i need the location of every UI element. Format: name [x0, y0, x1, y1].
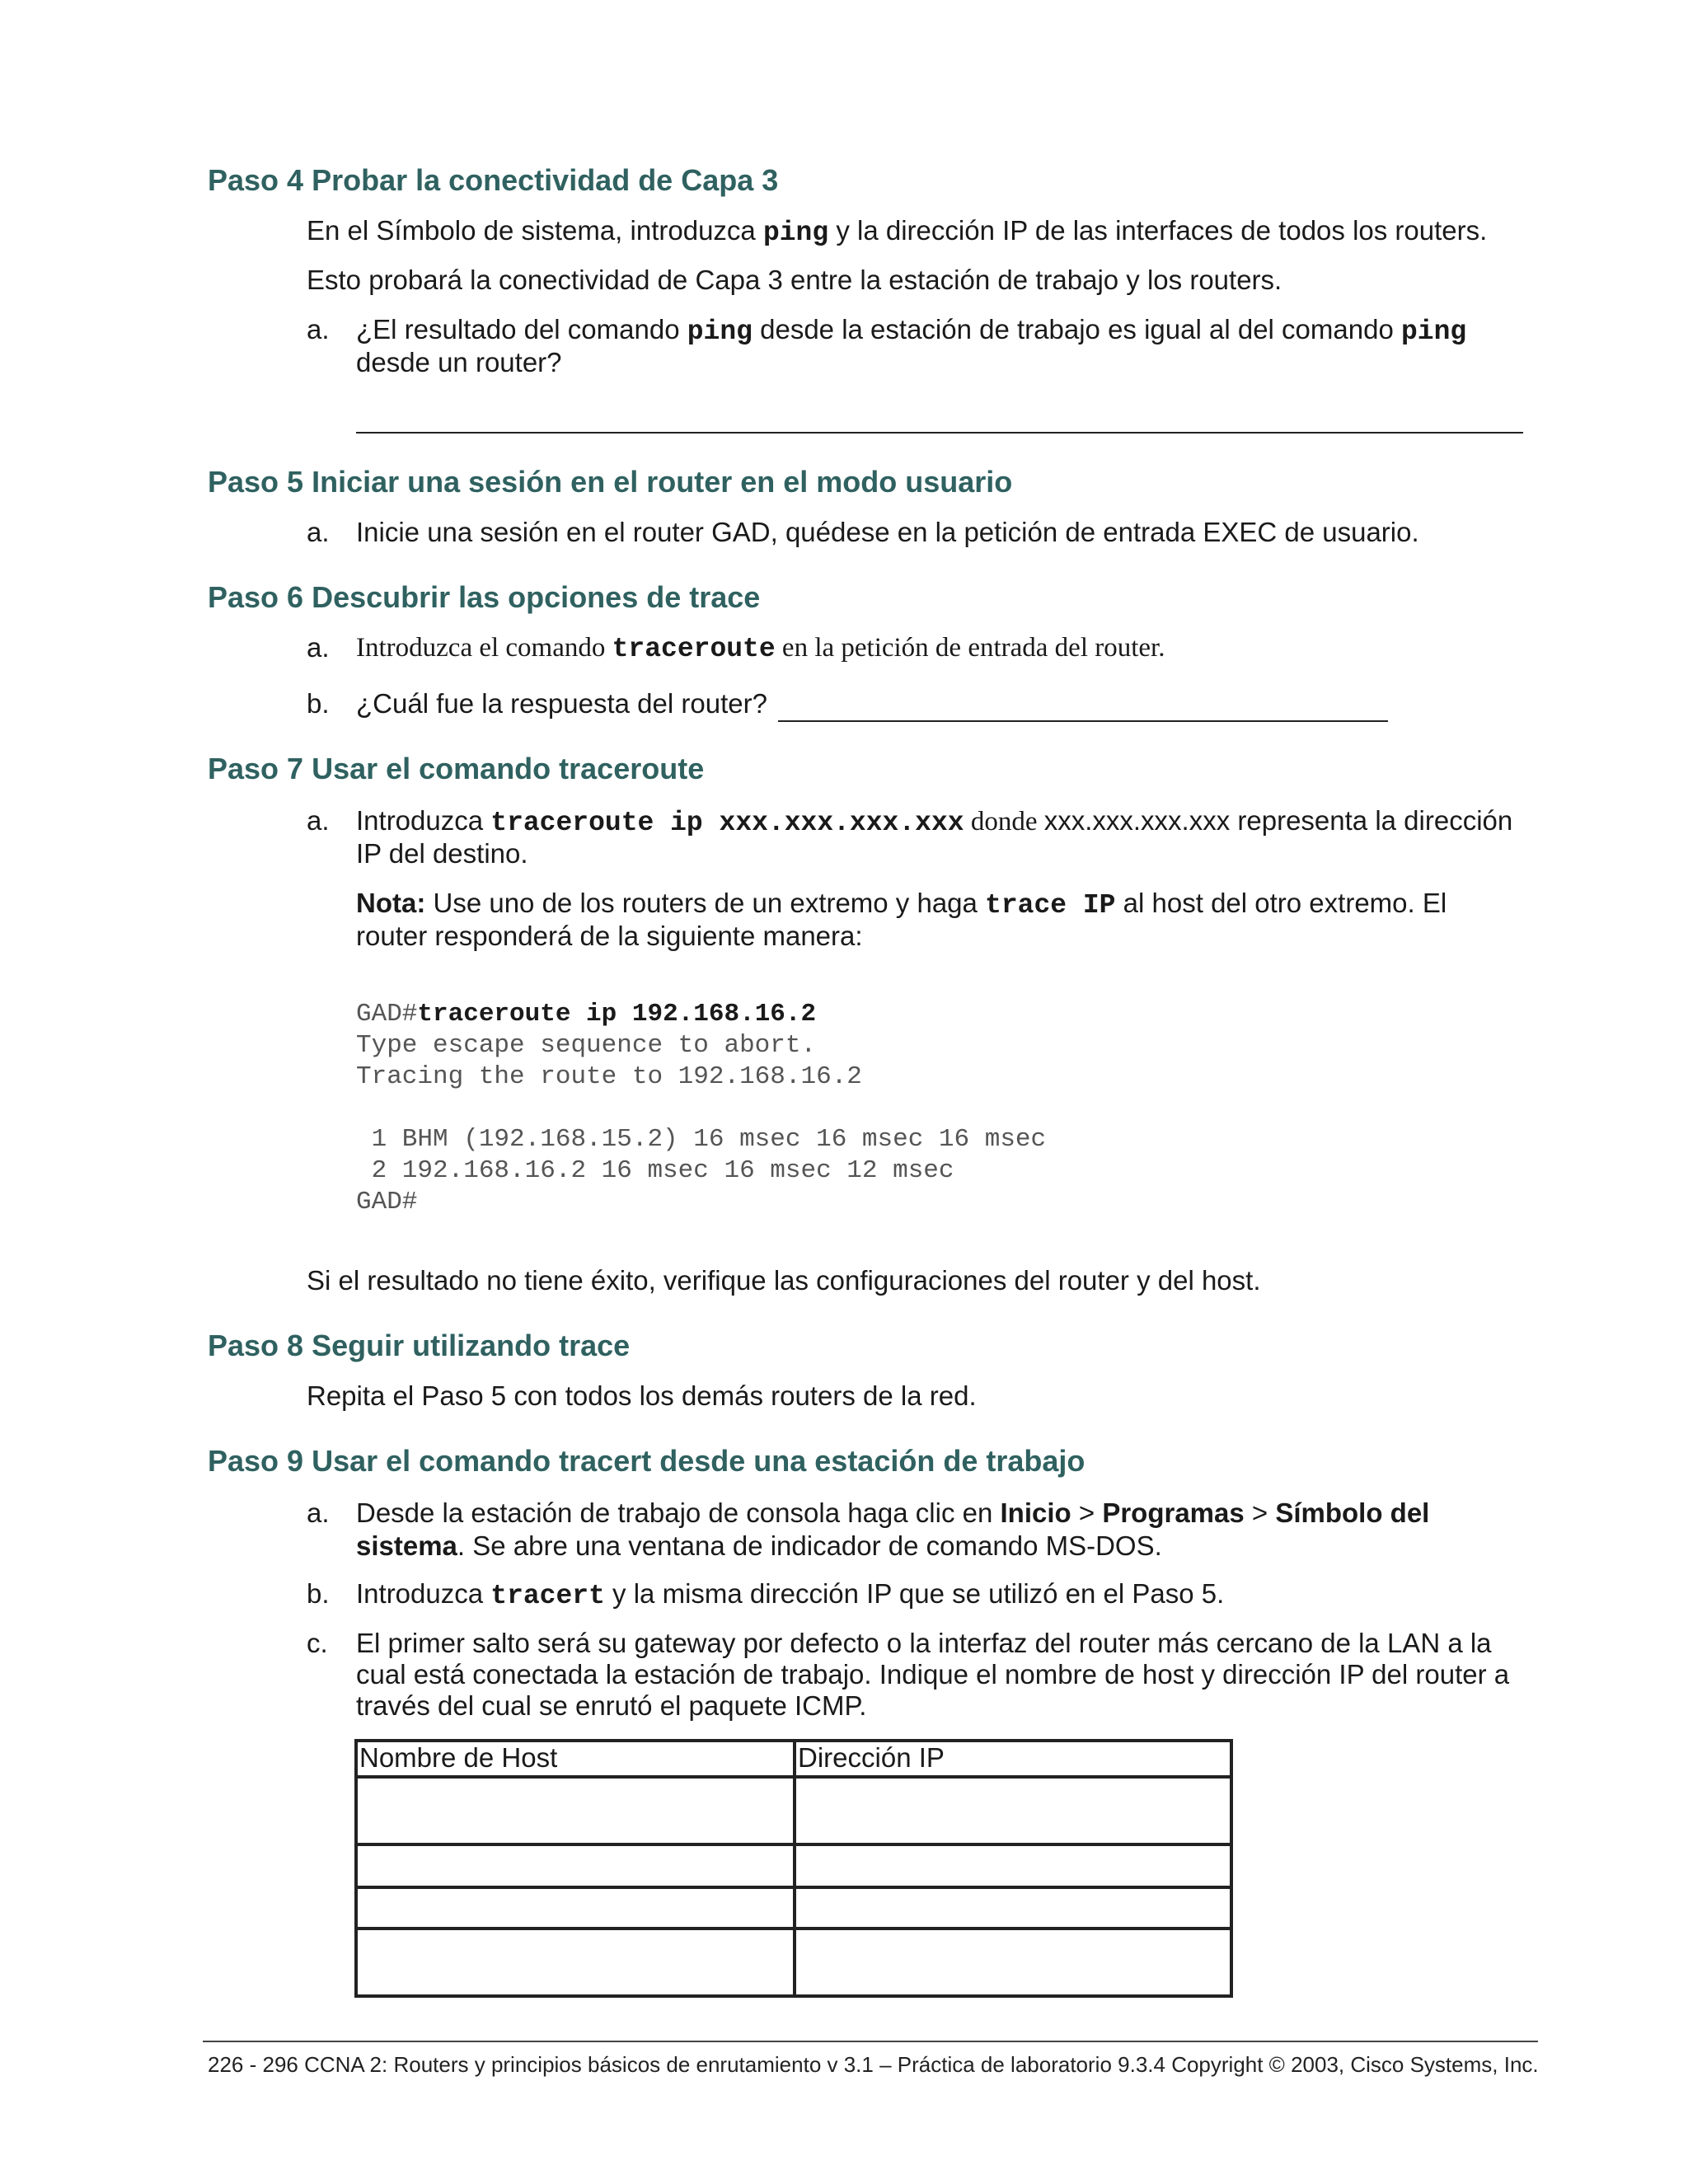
- list-item-text: Introduzca tracert y la misma dirección IP que se utilizó en el Paso 5.: [356, 1578, 1225, 1611]
- table-cell-host[interactable]: [356, 1929, 795, 1996]
- tracert-command: tracert: [490, 1581, 605, 1611]
- traceroute-command: traceroute ip xxx.xxx.xxx.xxx: [490, 808, 964, 838]
- step9-heading: Paso 9 Usar el comando tracert desde una estación de trabajo: [208, 1444, 1085, 1478]
- list-marker: c.: [307, 1628, 328, 1658]
- footer-divider: [203, 2041, 1538, 2042]
- list-marker: a.: [307, 1497, 330, 1528]
- list-marker: b.: [307, 688, 330, 719]
- table-header-ip: Dirección IP: [795, 1741, 1231, 1777]
- table-cell-host[interactable]: [356, 1887, 795, 1929]
- ping-command: ping: [687, 316, 753, 347]
- step7-item-a-line2: IP del destino.: [356, 838, 528, 869]
- step4-paragraph-2: Esto probará la conectividad de Capa 3 entre la estación de trabajo y los routers.: [307, 265, 1282, 295]
- step9-item-a-line2: sistema. Se abre una ventana de indicador de comando MS-DOS.: [356, 1530, 1162, 1561]
- step4-item-a-line2: desde un router?: [356, 347, 562, 377]
- list-marker: b.: [307, 1578, 330, 1609]
- table-cell-ip[interactable]: [795, 1777, 1231, 1844]
- note-label: Nota:: [356, 888, 426, 918]
- table-header-row: [356, 1741, 1231, 1777]
- list-item-text: Inicie una sesión en el router GAD, quédese en la petición de entrada EXEC de usuario.: [356, 517, 1419, 547]
- step4-heading: Paso 4 Probar la conectividad de Capa 3: [208, 163, 779, 197]
- list-marker: a.: [307, 517, 330, 547]
- list-item-text: ¿El resultado del comando ping desde la estación de trabajo es igual al del comando ping: [356, 314, 1467, 347]
- menu-simbolo-del-sistema: Símbolo del: [1275, 1497, 1430, 1528]
- step7-heading: Paso 7 Usar el comando traceroute: [208, 752, 705, 785]
- list-item-text: El primer salto será su gateway por defecto o la interfaz del router más cercano de la LAN a la: [356, 1628, 1492, 1658]
- table-cell-host[interactable]: [356, 1844, 795, 1887]
- step9-item-c-line3: través del cual se enrutó el paquete ICMP.: [356, 1690, 867, 1721]
- ping-command: ping: [762, 218, 829, 248]
- table-row: [356, 1887, 1231, 1929]
- list-item-text: Desde la estación de trabajo de consola haga clic en Inicio > Programas > Símbolo del: [356, 1497, 1430, 1528]
- table-row: [356, 1777, 1231, 1844]
- step4-paragraph-1: En el Símbolo de sistema, introduzca ping y la dirección IP de las interfaces de todos los routers.: [307, 215, 1488, 248]
- menu-inicio: Inicio: [1000, 1497, 1071, 1528]
- trace-ip-command: trace IP: [985, 890, 1116, 921]
- table-cell-host[interactable]: [356, 1777, 795, 1844]
- table-cell-ip[interactable]: [795, 1844, 1231, 1887]
- table-row: [356, 1844, 1231, 1887]
- step8-paragraph: Repita el Paso 5 con todos los demás routers de la red.: [307, 1380, 977, 1411]
- answer-blank-line[interactable]: [778, 720, 1388, 722]
- step9-item-c-line2: cual está conectada la estación de trabajo. Indique el nombre de host y dirección IP del router a: [356, 1659, 1510, 1690]
- page-footer: 226 - 296 CCNA 2: Routers y principios básicos de enrutamiento v 3.1 – Práctica de laboratorio 9.3.4 Copyright © 2003, Cisco Systems, Inc.: [208, 2052, 1539, 2077]
- step7-after-text: Si el resultado no tiene éxito, verifique las configuraciones del router y del host.: [307, 1265, 1261, 1296]
- menu-programas: Programas: [1102, 1497, 1245, 1528]
- step6-heading: Paso 6 Descubrir las opciones de trace: [208, 580, 761, 614]
- step7-note: Nota: Use uno de los routers de un extremo y haga trace IP al host del otro extremo. El: [356, 888, 1447, 921]
- table-cell-ip[interactable]: [795, 1887, 1231, 1929]
- table-row: [356, 1929, 1231, 1996]
- list-marker: a.: [307, 805, 330, 836]
- step7-note-line2: router responderá de la siguiente manera:: [356, 921, 863, 951]
- list-marker: a.: [307, 314, 330, 344]
- list-marker: a.: [307, 632, 330, 663]
- table-cell-ip[interactable]: [795, 1929, 1231, 1996]
- step8-heading: Paso 8 Seguir utilizando trace: [208, 1329, 631, 1362]
- list-item-text: Introduzca el comando traceroute en la petición de entrada del router.: [356, 633, 1165, 664]
- ping-command: ping: [1400, 316, 1467, 347]
- table-header-host: Nombre de Host: [356, 1741, 795, 1777]
- list-item-text: Introduzca traceroute ip xxx.xxx.xxx.xxx donde xxx.xxx.xxx.xxx representa la dirección: [356, 805, 1513, 838]
- host-ip-table: [354, 1739, 1233, 1998]
- router-output-code-block: GAD#traceroute ip 192.168.16.2 Type escape sequence to abort. Tracing the route to 192.168.16.2 1 BHM (192.168.15.2) 16 msec 16 msec 16 msec 2 192.168.16.2 16 msec 16 msec 12 msec GAD#: [356, 1000, 1047, 1216]
- traceroute-command: traceroute: [612, 634, 776, 664]
- answer-blank-line[interactable]: [356, 432, 1523, 434]
- list-item-text: ¿Cuál fue la respuesta del router?: [356, 688, 767, 719]
- step5-heading: Paso 5 Iniciar una sesión en el router en el modo usuario: [208, 465, 1013, 499]
